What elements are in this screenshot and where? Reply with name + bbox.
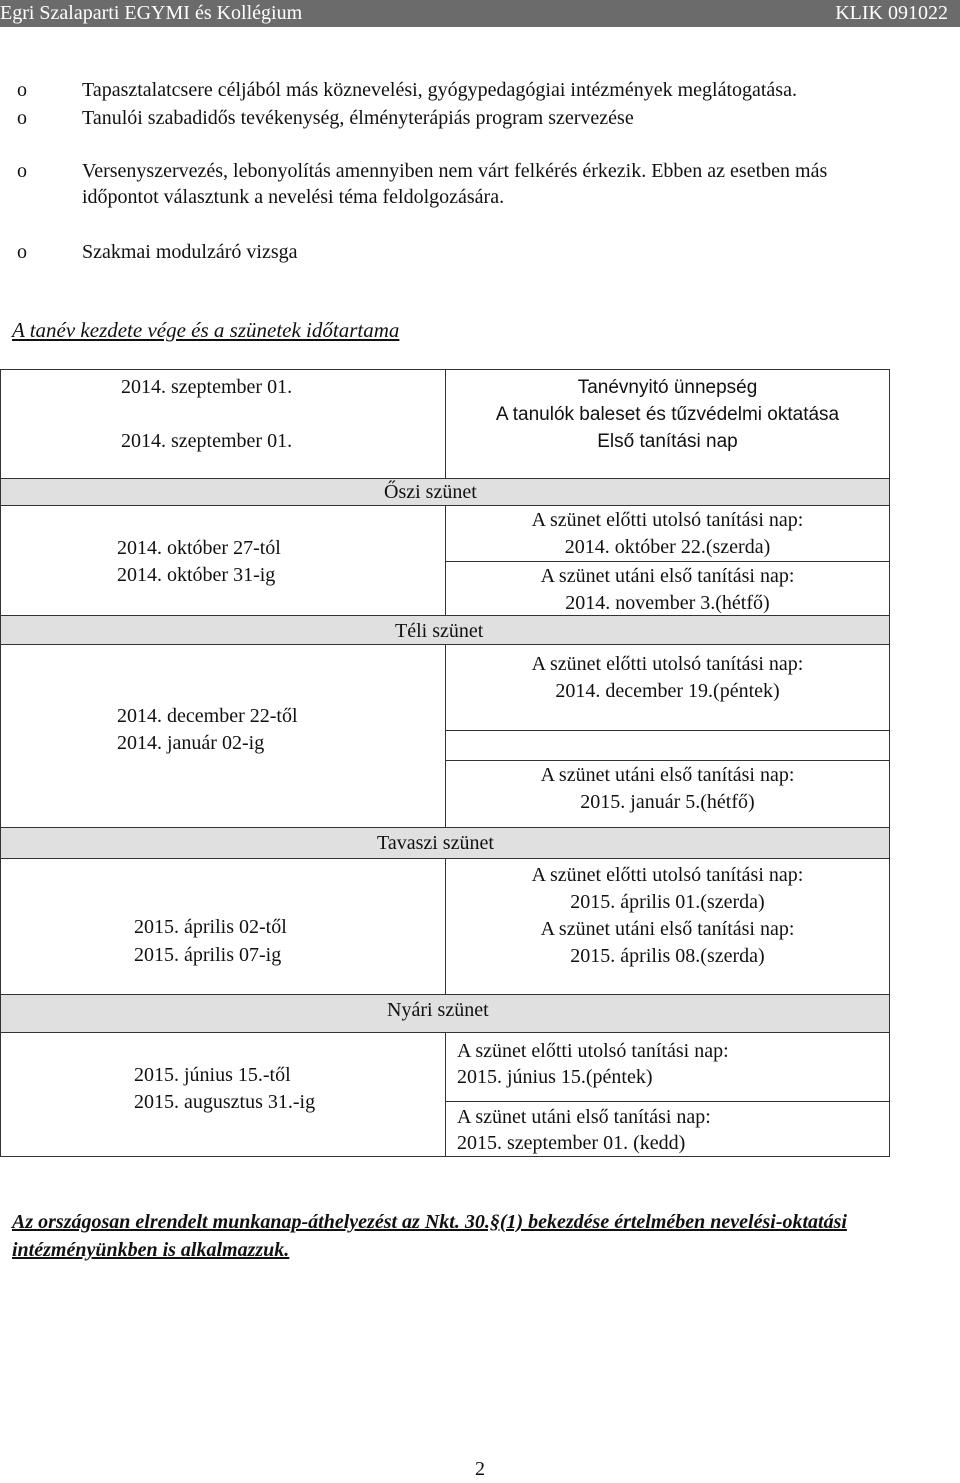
- opening-date: 2014. szeptember 01.: [121, 376, 293, 398]
- bullet-item-text: Szakmai modulzáró vizsga: [82, 241, 298, 263]
- break-end-date: 2015. április 07-ig: [134, 944, 282, 966]
- before-break-date: 2014. december 19.(péntek): [555, 680, 780, 702]
- before-break-date: 2014. október 22.(szerda): [564, 536, 771, 558]
- after-break-date: 2014. november 3.(hétfő): [565, 592, 770, 614]
- before-break-date: 2015. június 15.(péntek): [457, 1066, 653, 1088]
- bullet-marker: o: [17, 241, 27, 263]
- break-end-date: 2015. augusztus 31.-ig: [134, 1091, 316, 1113]
- bullet-item-text: Tanulói szabadidős tevékenység, élményterápiás program szervezése: [82, 107, 634, 129]
- opening-date: 2014. szeptember 01.: [121, 430, 293, 452]
- schedule-table: [0, 369, 890, 1157]
- row-divider: [445, 1101, 889, 1102]
- bullet-marker: o: [17, 160, 27, 182]
- row-divider: [445, 760, 889, 761]
- row-divider: [1, 994, 889, 995]
- page-header: [0, 0, 960, 27]
- break-name: Tavaszi szünet: [377, 832, 494, 854]
- break-name: Téli szünet: [395, 620, 484, 642]
- row-divider: [445, 561, 889, 562]
- bullet-item-text: Versenyszervezés, lebonyolítás amennyiben nem várt felkérés érkezik. Ebben az esetben más: [82, 160, 828, 182]
- bullet-marker: o: [17, 79, 27, 101]
- bullet-item-text: időpontot választunk a nevelési téma feldolgozására.: [82, 186, 505, 208]
- before-break-label: A szünet előtti utolsó tanítási nap:: [531, 864, 804, 886]
- after-break-label: A szünet utáni első tanítási nap:: [540, 918, 795, 940]
- after-break-label: A szünet utáni első tanítási nap:: [540, 565, 795, 587]
- before-break-label: A szünet előtti utolsó tanítási nap:: [531, 653, 804, 675]
- after-break-date: 2015. április 08.(szerda): [570, 945, 765, 967]
- before-break-date: 2015. április 01.(szerda): [570, 891, 765, 913]
- break-name: Nyári szünet: [387, 999, 489, 1021]
- section-heading: A tanév kezdete vége és a szünetek időtartama: [12, 318, 400, 342]
- header-code: KLIK 091022: [835, 2, 948, 24]
- after-break-date: 2015. január 5.(hétfő): [580, 791, 755, 813]
- before-break-label: A szünet előtti utolsó tanítási nap:: [457, 1040, 729, 1062]
- break-start-date: 2015. június 15.-től: [134, 1064, 291, 1086]
- bullet-item-text: Tapasztalatcsere céljából más köznevelési, gyógypedagógiai intézmények meglátogatása.: [82, 79, 797, 101]
- after-break-label: A szünet utáni első tanítási nap:: [540, 764, 795, 786]
- row-divider: [445, 730, 889, 731]
- opening-event: Első tanítási nap: [597, 431, 738, 452]
- break-end-date: 2014. október 31-ig: [117, 564, 276, 586]
- break-end-date: 2014. január 02-ig: [117, 732, 265, 754]
- column-divider: [445, 1032, 446, 1156]
- break-start-date: 2015. április 02-től: [134, 916, 287, 938]
- opening-event: Tanévnyitó ünnepség: [577, 377, 758, 398]
- row-divider: [1, 827, 889, 828]
- bullet-marker: o: [17, 107, 27, 129]
- page-number: 2: [475, 1458, 485, 1480]
- after-break-label: A szünet utáni első tanítási nap:: [457, 1106, 711, 1128]
- break-name: Őszi szünet: [384, 481, 477, 503]
- break-start-date: 2014. december 22-től: [117, 705, 298, 727]
- opening-event: A tanulók baleset és tűzvédelmi oktatása: [495, 404, 840, 425]
- header-school-name: Egri Szalaparti EGYMI és Kollégium: [0, 2, 303, 24]
- footer-note: Az országosan elrendelt munkanap-áthelyezést az Nkt. 30.§(1) bekezdése értelmében nevelési-oktatási intézményünkben is alkalmazzuk.: [12, 1211, 847, 1261]
- break-start-date: 2014. október 27-tól: [117, 537, 281, 559]
- before-break-label: A szünet előtti utolsó tanítási nap:: [531, 509, 804, 531]
- after-break-date: 2015. szeptember 01. (kedd): [457, 1132, 686, 1154]
